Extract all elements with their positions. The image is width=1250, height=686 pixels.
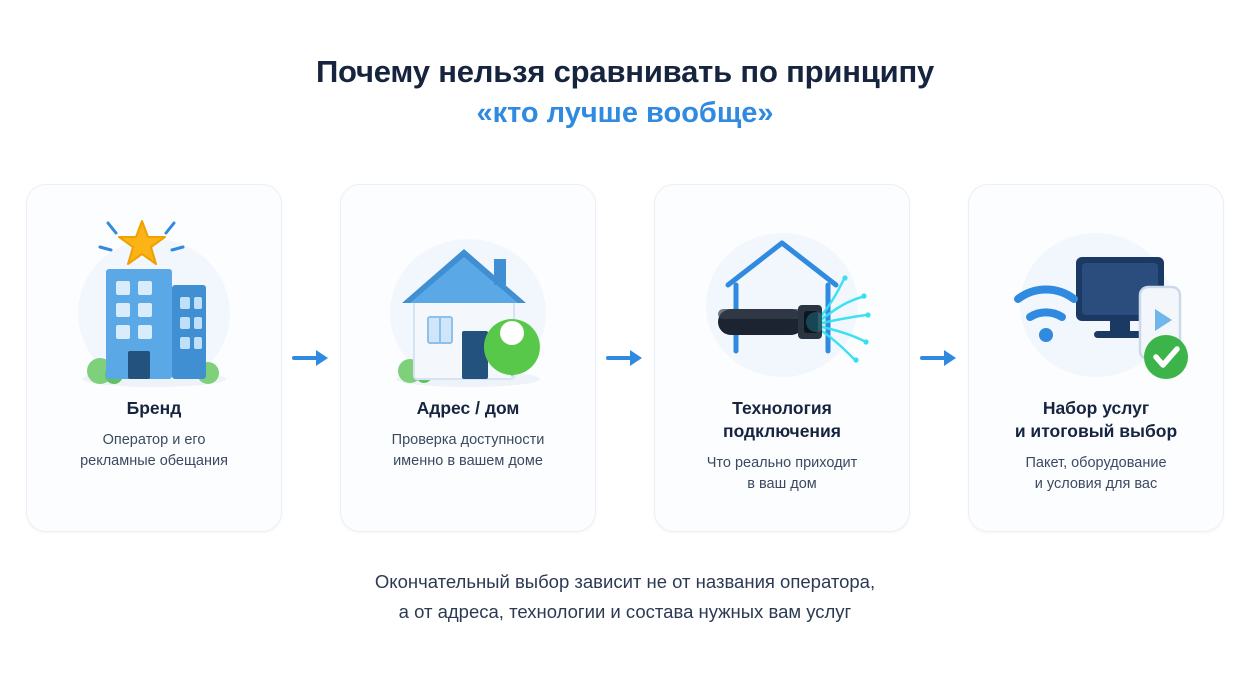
page-title (0, 0, 1250, 133)
step-card-desc-line-2: и условия для вас (1034, 475, 1158, 492)
step-card-desc-line-2: в ваш дом (747, 475, 817, 492)
step-card-desc-line-1: Оператор и его (102, 431, 206, 448)
steps-row (0, 184, 1250, 532)
step-card-brand (26, 184, 282, 532)
step-card-title (709, 397, 855, 443)
step-card-address (340, 184, 596, 532)
step-card-title-line-2: и итоговый выбор (1014, 420, 1178, 441)
house-pin-icon (362, 201, 574, 397)
step-card-desc-line-1: Проверка доступности (391, 431, 545, 448)
footer-note (0, 567, 1250, 627)
title-line-2: «кто лучше вообще» (476, 96, 774, 129)
step-card-desc (1009, 453, 1182, 495)
step-card-desc-line-1: Что реально приходит (706, 454, 858, 471)
devices-wifi-check-icon (990, 201, 1202, 397)
footer-line-1: Окончательный выбор зависит не от названия оператора, (374, 571, 876, 592)
step-card-technology (654, 184, 910, 532)
fiber-cable-house-icon (676, 201, 888, 397)
step-card-title-line-2: подключения (723, 420, 841, 441)
step-card-title: Бренд (126, 398, 182, 418)
step-card-title-line-1: Набор услуг (1042, 398, 1150, 418)
step-card-desc (376, 430, 561, 472)
step-card-title (1001, 397, 1191, 443)
building-star-icon (48, 201, 260, 397)
step-card-desc-line-1: Пакет, оборудование (1025, 454, 1167, 471)
footer-line-2: а от адреса, технологии и состава нужных вам услуг (398, 600, 852, 622)
step-card-title: Адрес / дом (416, 398, 520, 418)
step-card-desc (64, 430, 244, 472)
step-card-services (968, 184, 1224, 532)
step-card-desc-line-2: рекламные обещания (80, 452, 228, 469)
arrow-right-icon (910, 184, 968, 532)
arrow-right-icon (596, 184, 654, 532)
arrow-right-icon (282, 184, 340, 532)
step-card-title-line-1: Технология (732, 398, 832, 418)
step-card-desc-line-2: именно в вашем доме (393, 452, 543, 469)
title-line-1: Почему нельзя сравнивать по принципу (315, 54, 935, 89)
step-card-desc (691, 453, 874, 495)
